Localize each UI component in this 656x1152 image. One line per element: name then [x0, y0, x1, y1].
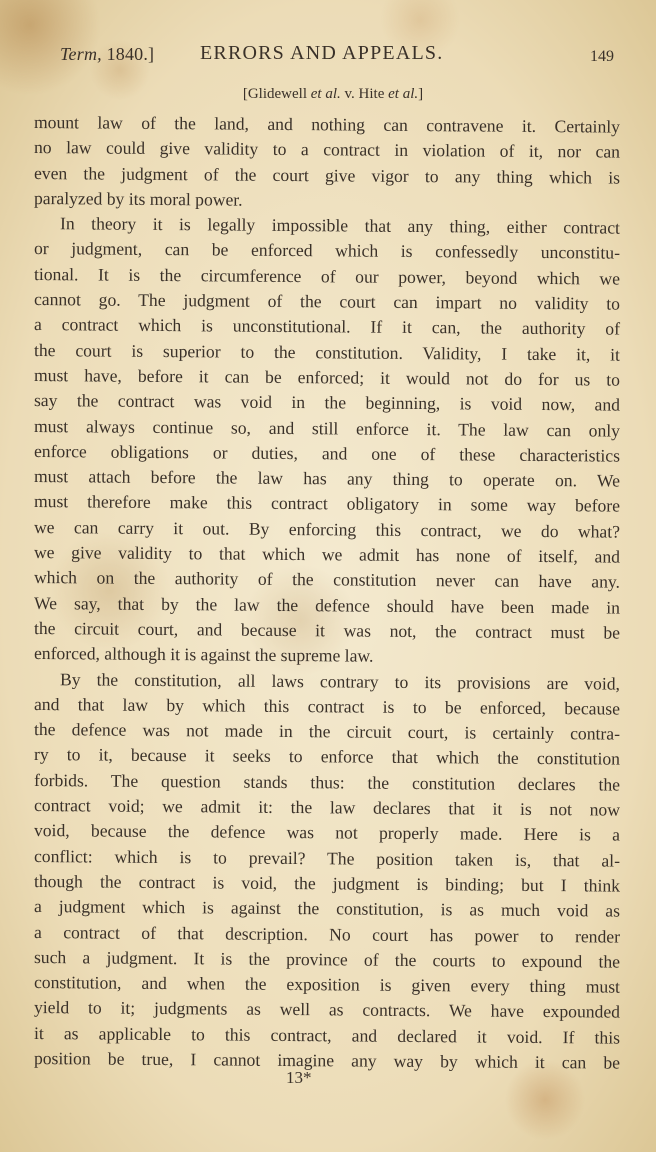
text-line: we give validity to that which we admit has none of itself, and	[33, 542, 621, 567]
text-line: the circuit court, and because it was not, the contract must be	[33, 617, 621, 643]
caption-v: v. Hite	[340, 86, 389, 102]
text-line: or judgment, can be enforced which is confessedly unconstitu-	[33, 238, 621, 264]
case-caption	[0, 86, 656, 103]
caption-et-al-1: et al.	[310, 86, 341, 102]
signature-mark: 13*	[286, 1068, 312, 1087]
running-title: ERRORS AND APPEALS.	[200, 42, 444, 64]
text-line: even the judgment of the court give vigor to any thing which is	[33, 162, 621, 188]
text-line: conflict: which is to prevail? The position taken is, that al-	[33, 845, 621, 871]
text-line: and that law by which this contract is to be enforced, because	[33, 693, 621, 719]
text-line: a judgment which is against the constitution, is as much void as	[33, 896, 621, 921]
caption-open: [Glidewell	[242, 86, 311, 102]
text-line: void, because the defence was not properly made. Here is a	[33, 820, 621, 845]
text-line: position be true, I cannot imagine any way by which it can be	[33, 1047, 621, 1073]
text-line: no law could give validity to a contract in violation of it, nor can	[33, 137, 621, 162]
text-line: the court is superior to the constitution. Validity, I take it, it	[33, 339, 621, 365]
text-line: paralyzed by its moral power.	[33, 187, 243, 210]
text-line: must have, before it can be enforced; it would not do for us to	[33, 364, 621, 390]
text-line: We say, that by the law the defence should have been made in	[33, 592, 621, 618]
text-line: In theory it is legally impossible that any thing, either contract	[59, 213, 621, 238]
text-line: enforced, although it is against the supreme law.	[33, 643, 374, 666]
term-year: 1840.]	[106, 44, 155, 64]
term-label	[60, 44, 154, 65]
text-line: a contract of that description. No court has power to render	[33, 921, 621, 947]
page-number: 149	[590, 48, 614, 65]
running-head	[0, 40, 656, 70]
text-line: mount law of the land, and nothing can contravene it. Certainly	[33, 112, 621, 137]
text-line: it as applicable to this contract, and declared it void. If this	[33, 1022, 621, 1048]
text-line: say the contract was void in the beginning, is void now, and	[33, 390, 621, 415]
caption-close: ]	[418, 86, 424, 102]
text-line: cannot go. The judgment of the court can impart no validity to	[33, 289, 621, 314]
body-text	[34, 110, 620, 1071]
caption-et-al-2: et al.	[388, 86, 419, 102]
text-line: contract void; we admit it: the law declares that it is not now	[33, 795, 621, 820]
text-line: tional. It is the circumference of our power, beyond which we	[33, 263, 621, 289]
text-line: yield to it; judgments as well as contracts. We have expounded	[33, 997, 621, 1022]
text-line: must attach before the law has any thing to operate on. We	[33, 466, 621, 491]
text-line: the defence was not made in the circuit court, is certainly contra-	[33, 719, 621, 744]
text-line: enforce obligations or duties, and one of these characteristics	[33, 440, 621, 466]
term-word: Term,	[60, 44, 102, 64]
text-line: must always continue so, and still enforce it. The law can only	[33, 415, 621, 441]
text-line: we can carry it out. By enforcing this contract, we do what?	[33, 516, 621, 542]
text-line: which on the authority of the constitution never can have any.	[33, 567, 621, 592]
text-line: constitution, and when the exposition is given every thing must	[33, 972, 621, 997]
text-line: must therefore make this contract obligatory in some way before	[33, 491, 621, 517]
text-line: ry to it, because it seeks to enforce that which the constitution	[33, 744, 621, 770]
text-line: such a judgment. It is the province of the courts to expound the	[33, 946, 621, 972]
text-line: forbids. The question stands thus: the constitution declares the	[33, 769, 621, 795]
text-line: By the constitution, all laws contrary to its provisions are void,	[59, 668, 621, 694]
text-line: a contract which is unconstitutional. If it can, the authority of	[33, 314, 621, 339]
text-line: though the contract is void, the judgment is binding; but I think	[33, 870, 621, 896]
